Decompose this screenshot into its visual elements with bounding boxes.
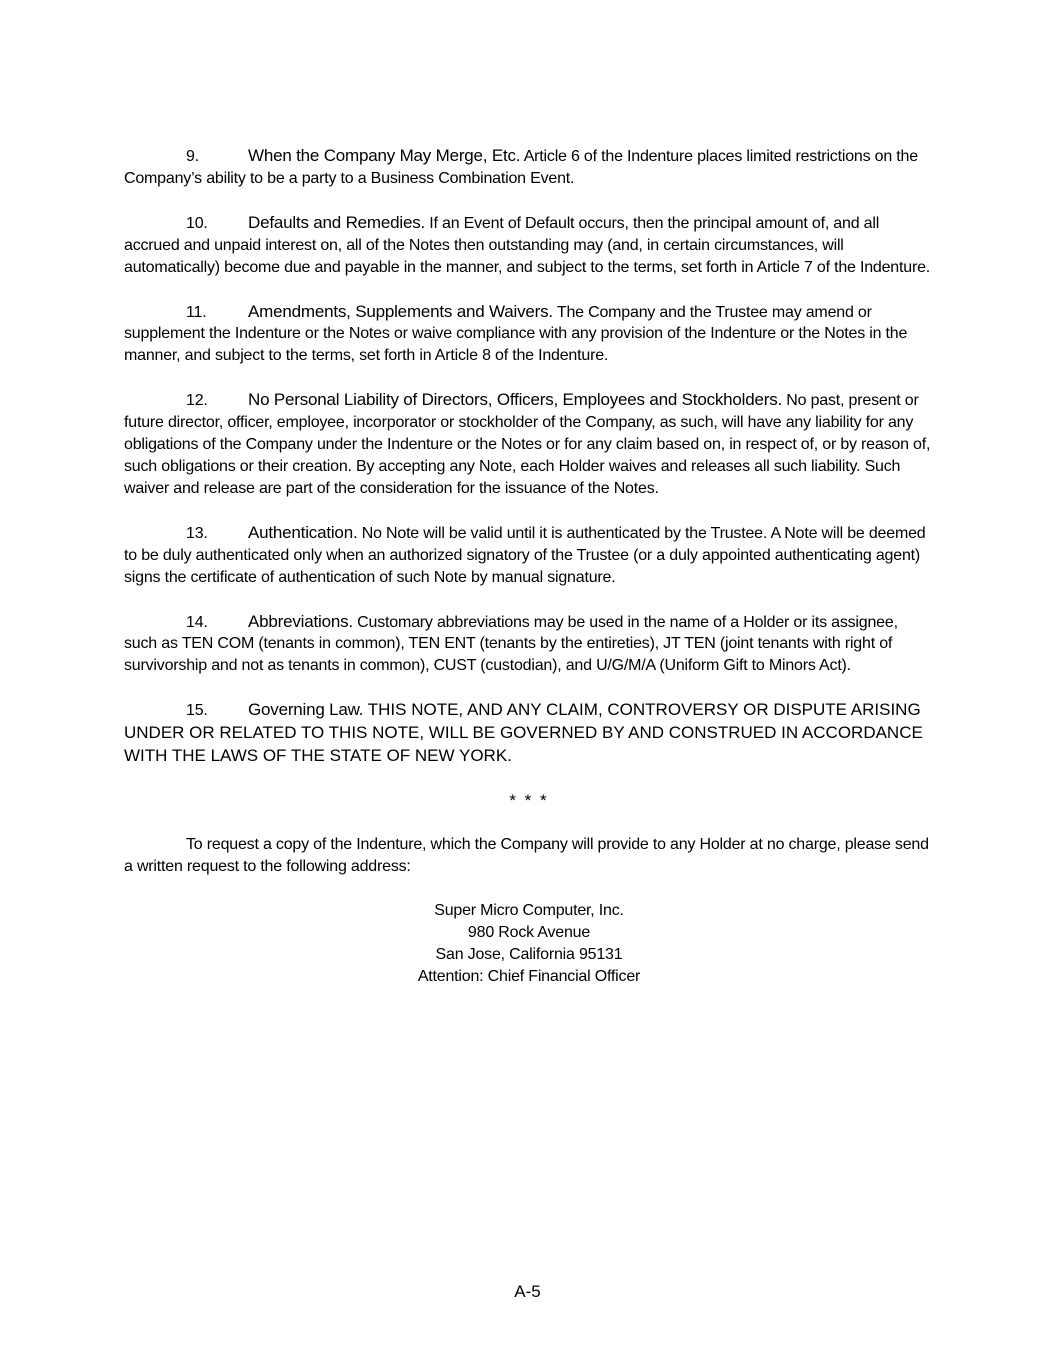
- address-street: 980 Rock Avenue: [467, 923, 591, 941]
- section-10: [124, 212, 934, 279]
- section-number: 11.: [186, 303, 207, 321]
- section-text: THIS NOTE, AND ANY CLAIM, CONTROVERSY OR DISPUTE ARISING UNDER OR RELATED TO THIS NOTE, WILL BE GOVERNED BY AND CONSTRUED IN ACCORDANCE WITH THE LAWS OF THE STATE OF NEW YORK.: [124, 700, 923, 766]
- section-heading: Authentication.: [248, 522, 358, 542]
- document-body: [124, 145, 934, 988]
- section-heading: Defaults and Remedies.: [248, 212, 426, 232]
- section-13: [124, 522, 934, 589]
- section-heading: Abbreviations.: [248, 611, 353, 631]
- section-heading: Governing Law.: [248, 700, 364, 720]
- address-company: Super Micro Computer, Inc.: [434, 901, 624, 919]
- section-number: 15.: [186, 702, 208, 720]
- section-heading: Amendments, Supplements and Waivers.: [248, 301, 553, 321]
- section-9: [124, 145, 934, 190]
- section-text: No Note will be valid until it is authenticated by the Trustee. A Note will be deemed to be duly authenticated only when an authorized signatory of the Trustee (or a duly appointed authenticating agent) signs the certificate of authentication of such Note by manual signature.: [124, 524, 926, 586]
- section-14: [124, 611, 934, 678]
- address-attention: Attention: Chief Financial Officer: [417, 967, 641, 985]
- section-heading: When the Company May Merge, Etc.: [248, 146, 521, 165]
- request-paragraph: To request a copy of the Indenture, which the Company will provide to any Holder at no charge, please send a written request to the following address:: [124, 835, 929, 875]
- separator: * * *: [509, 790, 549, 810]
- section-number: 10.: [186, 214, 208, 232]
- section-text: Article 6 of the Indenture places limited restrictions on the Company’s ability to be a party to a Business Combination Event.: [124, 148, 918, 187]
- section-heading: No Personal Liability of Directors, Officers, Employees and Stockholders.: [248, 390, 783, 410]
- mailing-address: [124, 900, 934, 988]
- section-text: Customary abbreviations may be used in the name of a Holder or its assignee, such as TEN COM (tenants in common), TEN ENT (tenants by the entireties), JT TEN (joint tenants with right of survivorship and not as tenants in common), CUST (custodian), and U/G/M/A (Uniform Gift to Minors Act).: [124, 613, 898, 675]
- page-number: A-5: [514, 1282, 541, 1301]
- section-11: [124, 301, 934, 368]
- section-number: 13.: [186, 524, 208, 542]
- section-number: 12.: [186, 392, 208, 410]
- section-15: [124, 699, 934, 768]
- section-text: If an Event of Default occurs, then the principal amount of, and all accrued and unpaid interest on, all of the Notes then outstanding may (and, in certain circumstances, will automatically) become due and payable in the manner, and subject to the terms, set forth in Article 7 of the Indenture.: [124, 214, 931, 276]
- section-text: No past, present or future director, officer, employee, incorporator or stockholder of the Company, as such, will have any liability for any obligations of the Company under the Indenture or the Notes or for any claim based on, in respect of, or by reason of, such obligations or their creation. By accepting any Note, each Holder waives and releases all such liability. Such waiver and release are part of the consideration for the issuance of the Notes.: [124, 392, 931, 497]
- section-number: 9.: [186, 148, 199, 165]
- address-city: San Jose, California 95131: [435, 945, 623, 963]
- section-12: [124, 389, 934, 500]
- section-text: The Company and the Trustee may amend or supplement the Indenture or the Notes or waive compliance with any provision of the Indenture or the Notes in the manner, and subject to the terms, set forth in Article 8 of the Indenture.: [124, 303, 908, 365]
- section-number: 14.: [186, 613, 208, 631]
